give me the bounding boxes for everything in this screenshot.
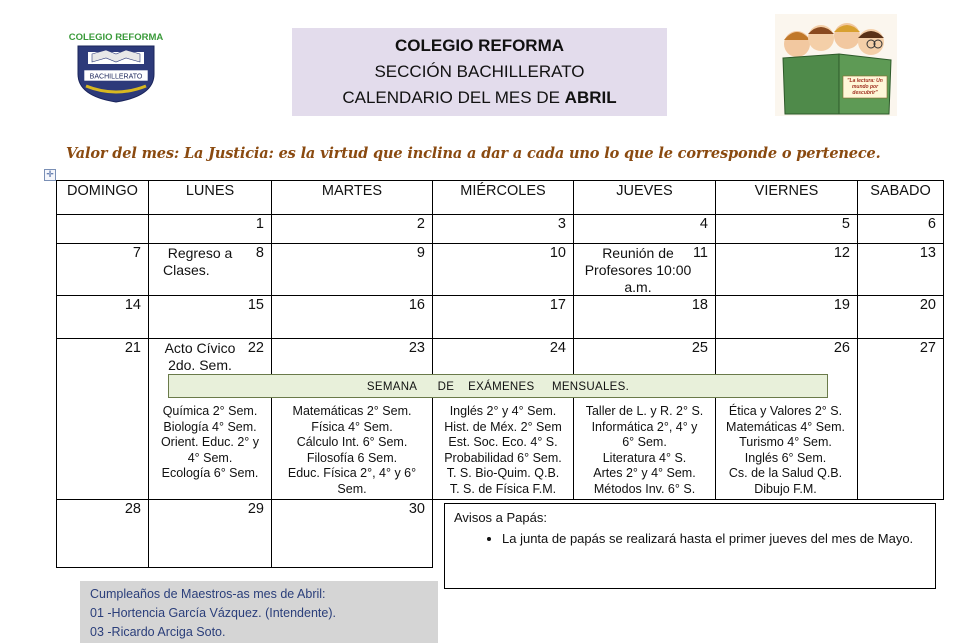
list-item: Literatura 4° S. [602, 450, 687, 465]
list-item: Dibujo F.M. [754, 481, 817, 496]
list-item: Biología 4° Sem. [163, 419, 257, 434]
school-logo [66, 28, 166, 103]
list-item: Probabilidad 6° Sem. [444, 450, 562, 465]
exam-list-miercoles [434, 404, 572, 497]
section-name: SECCIÓN BACHILLERATO [374, 62, 585, 81]
list-item: Ética y Valores 2° S. [728, 404, 843, 418]
day-header-jueves: JUEVES [574, 181, 716, 215]
day-cell: 4 [574, 215, 716, 244]
valor-del-mes: Valor del mes: La Justicia: es la virtud que inclina a dar a cada uno lo que le corresponde o pertenece. [66, 145, 881, 162]
day-cell [57, 215, 149, 244]
list-item: Hist. de Méx. 2° Sem [444, 419, 562, 434]
list-item: Inglés 6° Sem. [744, 450, 827, 465]
day-cell: 21 [57, 339, 149, 500]
list-item: Matemáticas 4° Sem. [726, 419, 845, 434]
event-regreso-clases [153, 245, 247, 279]
day-cell: 28 [57, 500, 149, 568]
exam-list-viernes [716, 404, 855, 497]
calendar-month: ABRIL [564, 88, 617, 107]
day-cell: 9 [272, 244, 433, 296]
day-cell: 7 [57, 244, 149, 296]
day-cell: 25 [574, 339, 716, 500]
day-header-domingo: DOMINGO [57, 181, 149, 215]
list-item: 01 -Hortencia García Vázquez. (Intendente). [90, 606, 336, 620]
day-header-miercoles: MIÉRCOLES [433, 181, 574, 215]
day-cell: 17 [433, 296, 574, 339]
event-line: a.m. [624, 279, 652, 295]
calendar-prefix: CALENDARIO DEL MES DE [342, 88, 565, 107]
exam-list-lunes [150, 404, 270, 482]
table-move-handle-icon[interactable]: ✛ [44, 169, 56, 181]
title-box [292, 28, 667, 116]
avisos-list [454, 531, 926, 546]
list-item: T. S. Bio-Quim. Q.B. [446, 466, 560, 480]
list-item: Métodos Inv. 6° S. [593, 481, 696, 496]
day-cell-event [149, 244, 272, 296]
list-item: 6° Sem. [622, 435, 667, 449]
event-line: Profesores 10:00 [584, 262, 692, 278]
day-number: 8 [255, 245, 264, 261]
avisos-title: Avisos a Papás: [454, 510, 547, 525]
list-item: Cálculo Int. 6° Sem. [296, 435, 408, 449]
day-cell: 30 [272, 500, 433, 568]
day-cell: 16 [272, 296, 433, 339]
list-item: 4° Sem. [187, 450, 233, 465]
day-cell: 6 [858, 215, 944, 244]
day-cell: 19 [716, 296, 858, 339]
day-cell: 10 [433, 244, 574, 296]
day-cell: 1 [149, 215, 272, 244]
event-line: 2do. Sem. [168, 357, 232, 373]
week-row [57, 244, 944, 296]
event-line: Acto Cívico [164, 340, 236, 356]
list-item: Física 4° Sem. [311, 419, 393, 434]
week-row [57, 296, 944, 339]
day-header-lunes: LUNES [149, 181, 272, 215]
day-cell: 29 [149, 500, 272, 568]
exam-list-jueves [575, 404, 714, 497]
logo-subtitle-text: BACHILLERATO [89, 73, 143, 81]
birthdays-box [80, 581, 438, 643]
list-item: Filosofía 6 Sem. [306, 450, 398, 465]
list-item: T. S. de Física F.M. [449, 481, 557, 496]
day-cell: 24 [433, 339, 574, 500]
day-header-sabado: SABADO [858, 181, 944, 215]
weekday-header-row [57, 181, 944, 215]
birthdays-title: Cumpleaños de Maestros-as mes de Abril: [90, 587, 326, 601]
list-item: Sem. [337, 481, 367, 496]
day-cell: 20 [858, 296, 944, 339]
avisos-text-box[interactable] [444, 503, 936, 589]
day-number: 22 [247, 340, 264, 356]
exam-list-martes [273, 404, 431, 497]
event-line: Clases. [163, 262, 210, 278]
day-header-viernes: VIERNES [716, 181, 858, 215]
event-reunion-profesores [578, 245, 698, 296]
day-cell: 15 [149, 296, 272, 339]
list-item: Química 2° Sem. [162, 404, 258, 418]
week-row [57, 215, 944, 244]
day-cell: 27 [858, 339, 944, 500]
list-item: Orient. Educ. 2° y [160, 435, 260, 449]
book-caption: "La lectura: Un mundo por descubrir" [847, 78, 883, 96]
day-cell: 2 [272, 215, 433, 244]
day-cell: 14 [57, 296, 149, 339]
school-name: COLEGIO REFORMA [394, 36, 565, 55]
list-item: Cs. de la Salud Q.B. [728, 466, 843, 480]
list-item: 03 -Ricardo Arciga Soto. [90, 625, 226, 639]
list-item: Informática 2°, 4° y [591, 419, 698, 434]
logo-title-text: COLEGIO REFORMA [68, 32, 164, 43]
day-cell: 12 [716, 244, 858, 296]
list-item: Inglés 2° y 4° Sem. [449, 404, 557, 418]
kids-reading-image [775, 14, 897, 116]
exam-week-banner [168, 374, 828, 398]
event-line: Reunión de [602, 245, 674, 261]
list-item: Artes 2° y 4° Sem. [593, 466, 696, 480]
list-item: Turismo 4° Sem. [739, 435, 832, 449]
list-item: Taller de L. y R. 2° S. [585, 404, 704, 418]
day-cell-event [574, 244, 716, 296]
day-cell: 26 [716, 339, 858, 500]
day-cell: 3 [433, 215, 574, 244]
day-cell: 23 [272, 339, 433, 500]
exam-week-label: SEMANA DE EXÁMENES MENSUALES. [366, 381, 630, 393]
list-item: Educ. Física 2°, 4° y 6° [287, 466, 417, 480]
list-item: Matemáticas 2° Sem. [292, 404, 412, 418]
list-item: Est. Soc. Eco. 4° S. [448, 435, 558, 449]
day-number: 11 [692, 245, 708, 261]
day-cell: 18 [574, 296, 716, 339]
event-line: Regreso a [167, 245, 233, 261]
calendar-title [292, 85, 667, 111]
day-cell: 5 [716, 215, 858, 244]
day-cell: 13 [858, 244, 944, 296]
list-item: • La junta de papás se realizará hasta el primer jueves del mes de Mayo. [502, 531, 926, 546]
day-header-martes: MARTES [272, 181, 433, 215]
list-item: Ecología 6° Sem. [161, 466, 259, 480]
event-acto-civico [155, 340, 245, 374]
